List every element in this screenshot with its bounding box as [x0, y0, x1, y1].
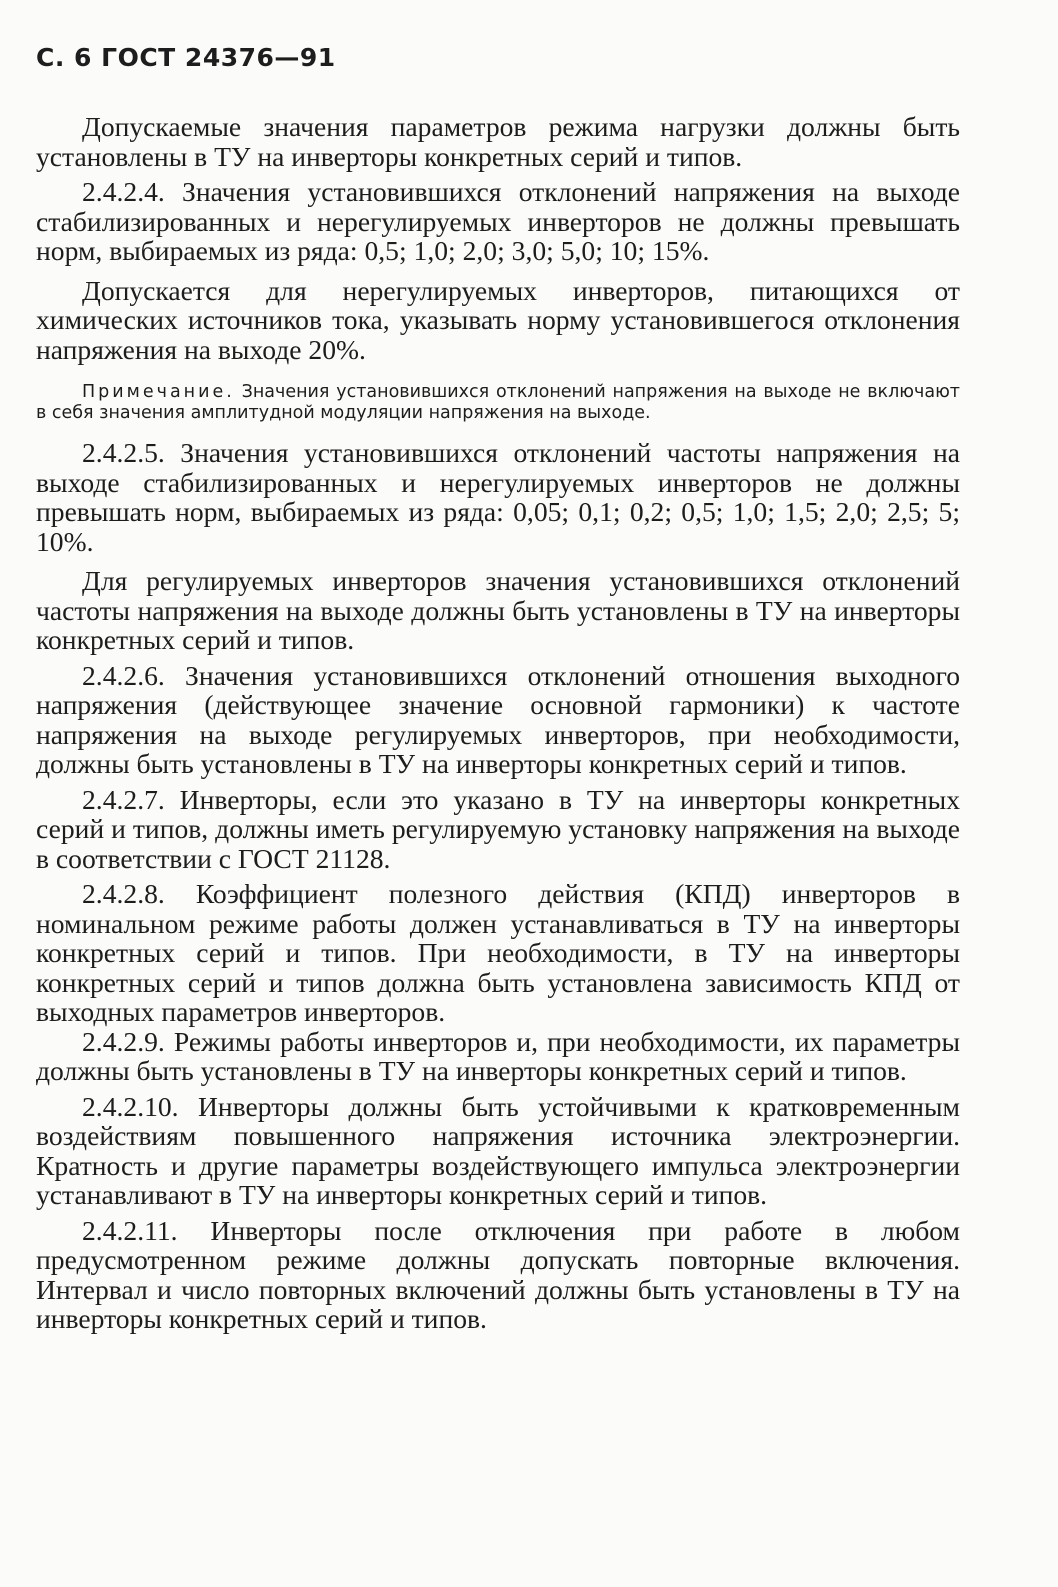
paragraph-regulated-inverters: Для регулируемых инверторов значения установившихся отклонений частоты напряжения на выходе должны быть установлены в ТУ на инверторы конкретных серий и типов. [36, 565, 960, 655]
note-text: Значения установившихся отклонений напряжения на выходе не включают в себя значения амплитудной модуляции напряжения на выходе. [36, 382, 960, 423]
paragraph-2-4-2-11: 2.4.2.11. Инверторы после отключения при работе в любом предусмотренном режиме должны допускать повторные включения. Интервал и число повторных включений должны быть установлены в ТУ на инверторы конкретных серий и типов. [36, 1214, 960, 1334]
paragraph-chemical-sources: Допускается для нерегулируемых инверторов, питающихся от химических источников тока, указывать норму установившегося отклонения напряжения на выходе 20%. [36, 274, 960, 365]
document-page [36, 44, 960, 1334]
note-label: Примечание. [82, 382, 235, 402]
paragraph-2-4-2-4: 2.4.2.4. Значения установившихся отклонений напряжения на выходе стабилизированных и нерегулируемых инверторов не должны превышать норм, выбираемых из ряда: 0,5; 1,0; 2,0; 3,0; 5,0; 10; 15%. [36, 176, 960, 266]
paragraph-2-4-2-5: 2.4.2.5. Значения установившихся отклонений частоты напряжения на выходе стабилизированных и нерегулируемых инверторов не должны превышать норм, выбираемых из ряда: 0,05; 0,1; 0,2; 0,5; 1,0; 1,5; 2,0; 2,5; 5; 10%. [36, 437, 960, 557]
paragraph-2-4-2-9: 2.4.2.9. Режимы работы инверторов и, при необходимости, их параметры должны быть установлены в ТУ на инверторы конкретных серий и типов. [36, 1025, 960, 1086]
paragraph-load-params: Допускаемые значения параметров режима нагрузки должны быть установлены в ТУ на инверторы конкретных серий и типов. [36, 111, 960, 172]
note [36, 382, 960, 424]
paragraph-2-4-2-10: 2.4.2.10. Инверторы должны быть устойчивыми к кратковременным воздействиям повышенного напряжения источника электроэнергии. Кратность и другие параметры воздействующего импульса электроэнергии устанавливают в ТУ на инверторы конкретных серий и типов. [36, 1090, 960, 1210]
paragraph-2-4-2-6: 2.4.2.6. Значения установившихся отклонений отношения выходного напряжения (действующее значение основной гармоники) к частоте напряжения на выходе регулируемых инверторов, при необходимости, должны быть установлены в ТУ на инверторы конкретных серий и типов. [36, 659, 960, 779]
page-header: С. 6 ГОСТ 24376—91 [36, 43, 336, 72]
paragraph-2-4-2-7: 2.4.2.7. Инверторы, если это указано в ТУ на инверторы конкретных серий и типов, должны иметь регулируемую установку напряжения на выходе в соответствии с ГОСТ 21128. [36, 783, 960, 874]
paragraph-2-4-2-8: 2.4.2.8. Коэффициент полезного действия (КПД) инверторов в номинальном режиме работы должен устанавливаться в ТУ на инверторы конкретных серий и типов. При необходимости, в ТУ на инверторы конкретных серий и типов должна быть установлена зависимость КПД от выходных параметров инверторов. [36, 878, 960, 1027]
